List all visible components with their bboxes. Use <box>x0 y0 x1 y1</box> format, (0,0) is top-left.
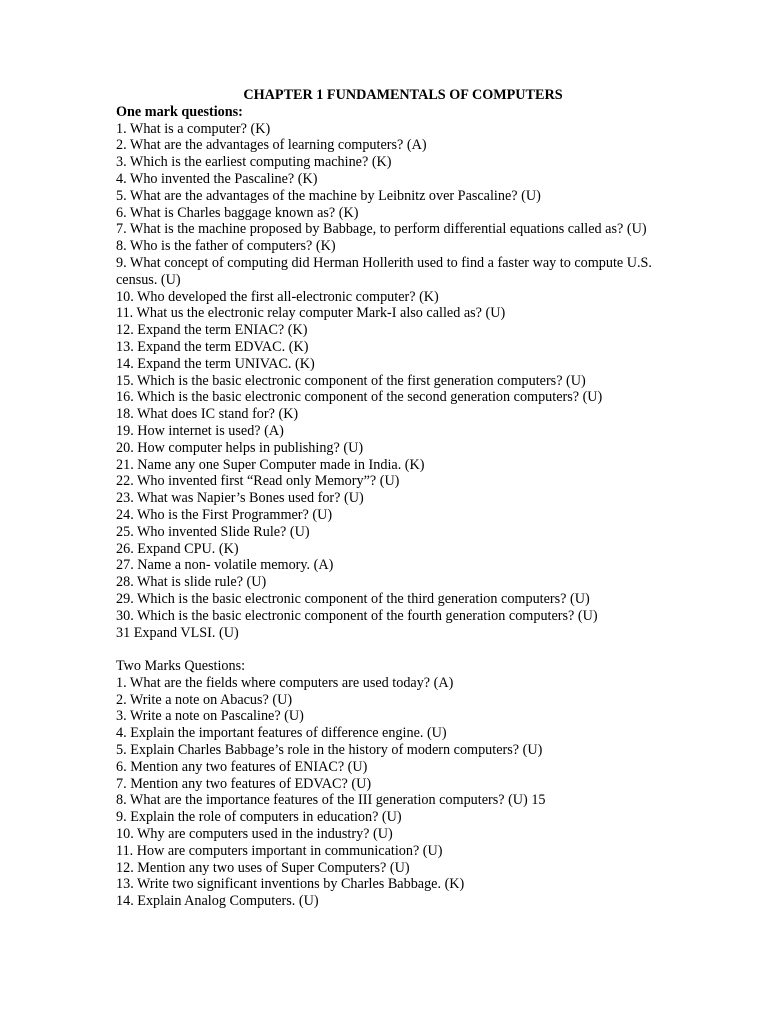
question-item: 22. Who invented first “Read only Memory”? (U) <box>116 473 400 490</box>
question-item: 2. What are the advantages of learning computers? (A) <box>116 137 427 154</box>
question-item: 2. Write a note on Abacus? (U) <box>116 691 293 708</box>
one-mark-question-list <box>116 121 676 642</box>
question-item: 7. What is the machine proposed by Babbage, to perform differential equations called as? (U) <box>116 221 647 238</box>
question-item: 26. Expand CPU. (K) <box>116 540 239 557</box>
document-page <box>116 87 676 910</box>
section-spacer <box>116 641 676 658</box>
question-item: 15. Which is the basic electronic component of the first generation computers? (U) <box>116 372 586 389</box>
question-item: 5. Explain Charles Babbage’s role in the history of modern computers? (U) <box>116 742 543 759</box>
question-item: 6. What is Charles baggage known as? (K) <box>116 204 359 221</box>
question-item: 18. What does IC stand for? (K) <box>116 406 299 423</box>
question-item: 21. Name any one Super Computer made in India. (K) <box>116 456 425 473</box>
question-item: 10. Who developed the first all-electronic computer? (K) <box>116 288 439 305</box>
question-item: 8. What are the importance features of the III generation computers? (U) 15 <box>116 792 546 809</box>
question-item: 11. What us the electronic relay computer Mark-I also called as? (U) <box>116 305 506 322</box>
chapter-title: CHAPTER 1 FUNDAMENTALS OF COMPUTERS <box>243 87 563 103</box>
question-item: 1. What is a computer? (K) <box>116 120 271 137</box>
question-item: 12. Mention any two uses of Super Computers? (U) <box>116 859 410 876</box>
question-item: 14. Explain Analog Computers. (U) <box>116 893 319 910</box>
question-item: 11. How are computers important in communication? (U) <box>116 842 443 859</box>
two-marks-heading: Two Marks Questions: <box>116 658 246 675</box>
question-item: 12. Expand the term ENIAC? (K) <box>116 322 308 339</box>
question-item: 13. Expand the term EDVAC. (K) <box>116 338 309 355</box>
question-item: 8. Who is the father of computers? (K) <box>116 238 336 255</box>
question-item: 5. What are the advantages of the machine by Leibnitz over Pascaline? (U) <box>116 187 541 204</box>
question-item: 25. Who invented Slide Rule? (U) <box>116 523 310 540</box>
question-item: 3. Which is the earliest computing machine? (K) <box>116 154 392 171</box>
question-item: 13. Write two significant inventions by Charles Babbage. (K) <box>116 876 465 893</box>
question-item: 3. Write a note on Pascaline? (U) <box>116 708 304 725</box>
question-item: 31 Expand VLSI. (U) <box>116 624 239 641</box>
question-item: 6. Mention any two features of ENIAC? (U) <box>116 758 368 775</box>
question-item: 10. Why are computers used in the industry? (U) <box>116 826 393 843</box>
one-mark-heading: One mark questions: <box>116 103 243 120</box>
question-item: 9. Explain the role of computers in education? (U) <box>116 809 402 826</box>
question-item: 28. What is slide rule? (U) <box>116 574 267 591</box>
question-item: 20. How computer helps in publishing? (U) <box>116 439 364 456</box>
question-item: 29. Which is the basic electronic component of the third generation computers? (U) <box>116 590 590 607</box>
question-item: 14. Expand the term UNIVAC. (K) <box>116 355 315 372</box>
question-item: 7. Mention any two features of EDVAC? (U) <box>116 775 372 792</box>
question-item: 27. Name a non- volatile memory. (A) <box>116 557 334 574</box>
question-item: 30. Which is the basic electronic component of the fourth generation computers? (U) <box>116 607 598 624</box>
question-item: 4. Explain the important features of difference engine. (U) <box>116 725 447 742</box>
question-item: 16. Which is the basic electronic component of the second generation computers? (U) <box>116 389 603 406</box>
question-item: 19. How internet is used? (A) <box>116 422 284 439</box>
question-item: 1. What are the fields where computers are used today? (A) <box>116 674 454 691</box>
question-item: 23. What was Napier’s Bones used for? (U) <box>116 490 364 507</box>
question-item: 9. What concept of computing did Herman Hollerith used to find a faster way to compute U.S. census. (U) <box>116 254 652 288</box>
question-item: 4. Who invented the Pascaline? (K) <box>116 170 318 187</box>
two-marks-question-list <box>116 675 676 910</box>
question-item: 24. Who is the First Programmer? (U) <box>116 506 333 523</box>
